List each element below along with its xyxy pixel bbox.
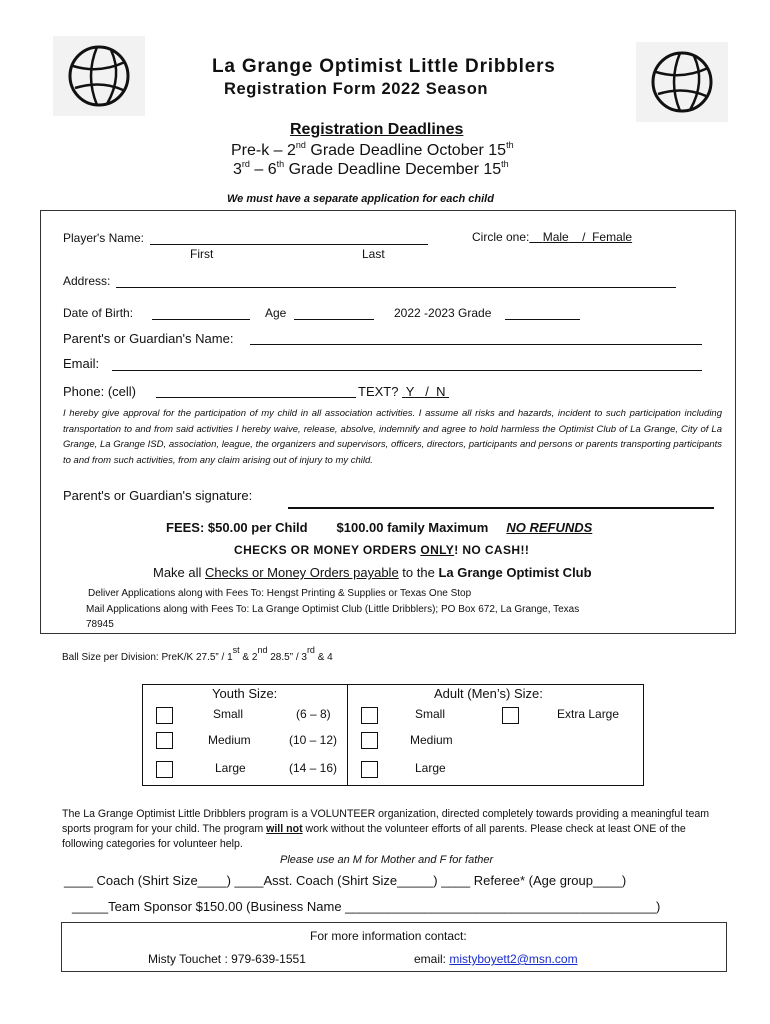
- gender-choice[interactable]: Circle one: Male / Female: [472, 230, 633, 244]
- guardian-name-label: Parent's or Guardian's Name:: [63, 331, 234, 346]
- grade-field[interactable]: [505, 319, 580, 320]
- youth-small-label: Small: [213, 707, 244, 721]
- contact-heading: For more information contact:: [310, 929, 467, 943]
- guardian-name-field[interactable]: [250, 344, 702, 345]
- basketball-logo-right: [636, 42, 728, 122]
- mail-zip: 78945: [86, 619, 114, 630]
- contact-email-link[interactable]: mistyboyett2@msn.com: [449, 952, 578, 966]
- adult-extra-large-checkbox[interactable]: [502, 707, 519, 724]
- form-title: La Grange Optimist Little Dribblers: [212, 56, 556, 77]
- mail-instructions: Mail Applications along with Fees To: La Grange Optimist Club (Little Dribblers); PO Box 672, La Grange, Texas: [86, 604, 580, 615]
- deadlines-heading: Registration Deadlines: [290, 121, 464, 138]
- youth-large-label: Large: [215, 761, 246, 775]
- fees-line: FEES: $50.00 per Child $100.00 family Maximum NO REFUNDS: [166, 520, 593, 535]
- deadline-prek-2: Pre-k – 2nd Grade Deadline October 15th: [231, 140, 514, 159]
- email-field[interactable]: [112, 370, 702, 371]
- adult-small-checkbox[interactable]: [361, 707, 378, 724]
- basketball-logo-left: [53, 36, 145, 116]
- address-label: Address:: [63, 274, 111, 288]
- team-sponsor-line[interactable]: _____Team Sponsor $150.00 (Business Name ___________________________________________): [72, 899, 661, 914]
- deliver-instructions: Deliver Applications along with Fees To: Hengst Printing & Supplies or Texas One Stop: [88, 588, 472, 599]
- grade-label: 2022 -2023 Grade: [394, 306, 492, 320]
- age-label: Age: [265, 306, 287, 320]
- youth-large-range: (14 – 16): [289, 761, 338, 775]
- youth-medium-label: Medium: [208, 733, 251, 747]
- volunteer-paragraph: The La Grange Optimist Little Dribblers program is a VOLUNTEER organization, directed completely towards providing a meaningful team sports program for your child. The program will not work without the volunteer efforts of all parents. Please check at least ONE of the following categories for volunteer help.: [62, 808, 710, 850]
- signature-field[interactable]: [288, 507, 714, 509]
- basketball-icon: [67, 44, 131, 108]
- size-table-divider: [347, 684, 348, 785]
- contact-name-phone: Misty Touchet : 979-639-1551: [148, 952, 306, 966]
- player-name-field[interactable]: [150, 244, 428, 245]
- adult-large-label: Large: [415, 761, 446, 775]
- signature-label: Parent's or Guardian's signature:: [63, 488, 253, 503]
- adult-extra-large-label: Extra Large: [557, 707, 620, 721]
- payable-line: Make all Checks or Money Orders payable to the La Grange Optimist Club: [153, 565, 592, 580]
- dob-label: Date of Birth:: [63, 306, 134, 320]
- ball-size-line: Ball Size per Division: PreK/K 27.5” / 1st & 2nd 28.5” / 3rd & 4: [62, 645, 333, 663]
- volunteer-roles-line[interactable]: ____ Coach (Shirt Size____) ____Asst. Coach (Shirt Size_____) ____ Referee* (Age group____): [64, 873, 627, 888]
- player-name-label: Player's Name:: [63, 231, 144, 245]
- deadline-3-6: 3rd – 6th Grade Deadline December 15th: [233, 159, 509, 178]
- youth-large-checkbox[interactable]: [156, 761, 173, 778]
- youth-size-heading: Youth Size:: [212, 686, 278, 701]
- no-refunds: NO REFUNDS: [506, 520, 593, 535]
- address-field[interactable]: [116, 287, 676, 288]
- phone-field[interactable]: [156, 397, 356, 398]
- separate-application-note: We must have a separate application for each child: [227, 193, 494, 205]
- age-field[interactable]: [294, 319, 374, 320]
- youth-medium-checkbox[interactable]: [156, 732, 173, 749]
- contact-email: email: mistyboyett2@msn.com: [414, 952, 578, 966]
- youth-small-range: (6 – 8): [296, 707, 331, 721]
- form-subtitle: Registration Form 2022 Season: [224, 80, 489, 98]
- adult-small-label: Small: [415, 707, 446, 721]
- adult-medium-checkbox[interactable]: [361, 732, 378, 749]
- basketball-icon: [650, 50, 714, 114]
- waiver-text: I hereby give approval for the participation of my child in all association activities. I assume all risks and hazards, incident to such participation including transportation to and from said activities I hereby waive, release, absolve, indemnify and agree to hold harmless the Optimist Club of La Grange, City of La Grange, La Grange ISD, association, league, the organizers and supervisors, officers, directors, participants and persons or parents transporting participants to and from such activities, from any claim arising out of injury to my child.: [63, 408, 722, 466]
- text-choice[interactable]: TEXT? Y / N: [358, 384, 446, 399]
- phone-label: Phone: (cell): [63, 384, 136, 399]
- dob-field[interactable]: [152, 319, 250, 320]
- mother-father-note: Please use an M for Mother and F for father: [280, 854, 494, 866]
- email-label: Email:: [63, 356, 100, 371]
- checks-only-line: CHECKS OR MONEY ORDERS ONLY! NO CASH!!: [234, 543, 530, 557]
- adult-size-heading: Adult (Men’s) Size:: [434, 686, 543, 701]
- first-name-caption: First: [190, 247, 214, 261]
- adult-large-checkbox[interactable]: [361, 761, 378, 778]
- youth-small-checkbox[interactable]: [156, 707, 173, 724]
- last-name-caption: Last: [362, 247, 385, 261]
- youth-medium-range: (10 – 12): [289, 733, 338, 747]
- adult-medium-label: Medium: [410, 733, 453, 747]
